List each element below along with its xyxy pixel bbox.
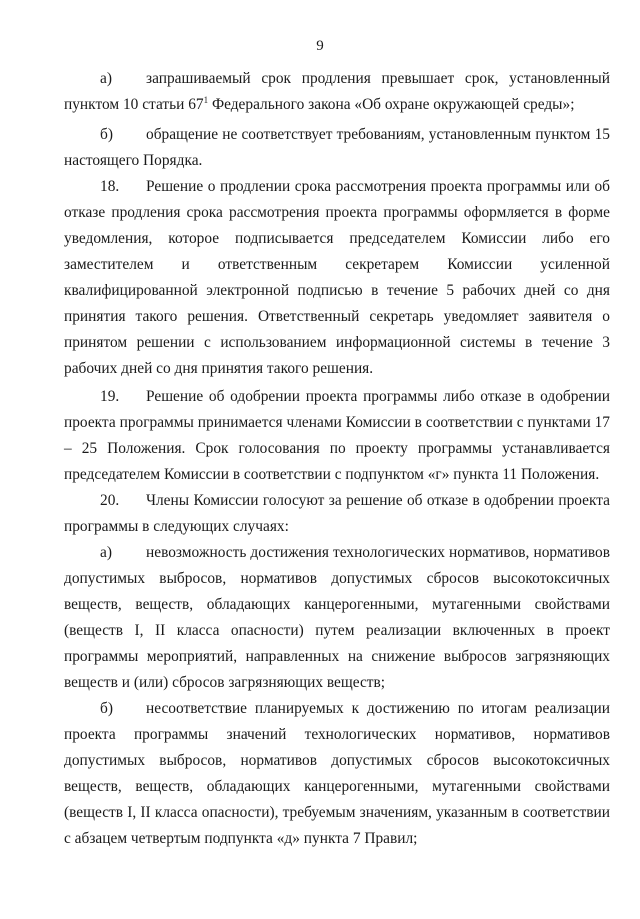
paragraph-20	[64, 488, 610, 540]
paragraph-text: невозможность достижения технологических нормативов, нормативов допустимых выбросов, нормативов допустимых сбросов высокотоксичных веществ, веществ, обладающих канцерогенными, мутагенными свойствами (веществ I, II класса опасности) путем реализации включенных в проект программы мероприятий, направленных на снижение выбросов загрязняющих веществ и (или) сбросов загрязняющих веществ;	[64, 544, 610, 691]
paragraph-text: Решение о продлении срока рассмотрения проекта программы или об отказе продления срока рассмотрения проекта программы оформляется в форме уведомления, которое подписывается председателем Комиссии либо его заместителем и ответственным секретарем Комиссии усиленной квалифицированной электронной подписью в течение 5 рабочих дней со дня принятия такого решения. Ответственный секретарь уведомляет заявителя о принятом решении с использованием информационной системы в течение 3 рабочих дней со дня принятия такого решения.	[64, 178, 610, 377]
item-marker: 19.	[100, 388, 120, 405]
paragraph-text: несоответствие планируемых к достижению по итогам реализации проекта программы значений технологических нормативов, нормативов допустимых выбросов, нормативов допустимых сбросов высокотоксичных веществ, веществ, обладающих канцерогенными, мутагенными свойствами (веществ I, II класса опасности), требуемым значениям, указанным в соответствии с абзацем четвертым подпункта «д» пункта 7 Правил;	[64, 700, 610, 847]
paragraph-b-mismatch	[64, 696, 610, 852]
paragraph-text: запрашиваемый срок продления превышает срок, установленный пунктом 10 статьи 67	[64, 70, 610, 113]
page-number: 9	[316, 38, 324, 54]
superscript: 1	[203, 94, 209, 105]
item-marker: а)	[100, 70, 112, 87]
paragraph-18	[64, 174, 610, 382]
paragraph-b-nonconformity	[64, 122, 610, 174]
paragraph-text: Решение об одобрении проекта программы либо отказе в одобрении проекта программы принимается членами Комиссии в соответствии с пунктами 17 – 25 Положения. Срок голосования по проекту программы устанавливается председателем Комиссии в соответствии с подпунктом «г» пункта 11 Положения.	[64, 388, 610, 483]
item-marker: а)	[100, 544, 112, 561]
paragraph-text: Члены Комиссии голосуют за решение об отказе в одобрении проекта программы в следующих случаях:	[64, 492, 610, 535]
item-marker: б)	[100, 126, 113, 143]
item-marker: б)	[100, 700, 113, 717]
paragraph-a-extension-term	[64, 66, 610, 118]
item-marker: 18.	[100, 178, 120, 195]
paragraph-a-impossibility	[64, 540, 610, 696]
item-marker: 20.	[100, 492, 120, 509]
paragraph-19	[64, 384, 610, 488]
paragraph-text: Федерального закона «Об охране окружающей среды»;	[208, 96, 575, 113]
paragraph-text: обращение не соответствует требованиям, установленным пунктом 15 настоящего Порядка.	[64, 126, 610, 169]
